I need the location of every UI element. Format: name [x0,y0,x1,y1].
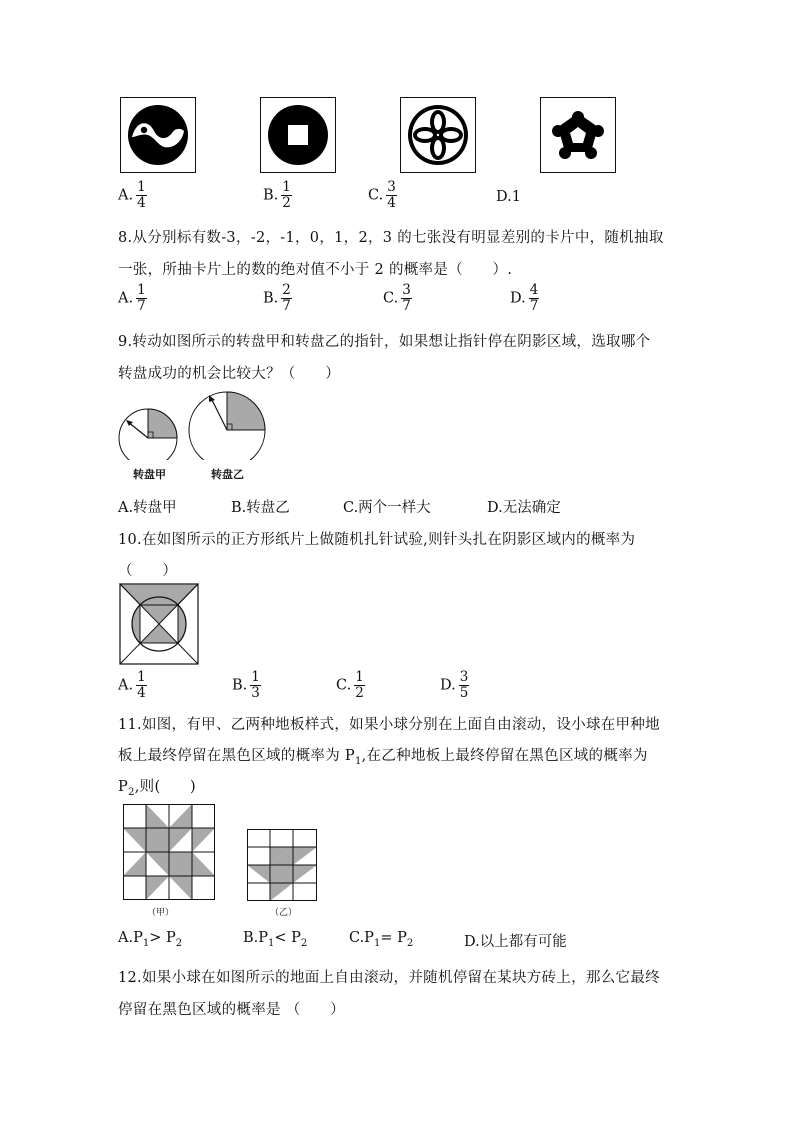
q7-option-c[interactable]: C. $\frac{3}{4}$ [368,179,396,211]
floor-yi-label: （乙） [270,908,298,918]
q10-option-a[interactable]: A. $\frac{1}{4}$ [118,669,146,701]
figure-pentagon-flower [540,97,616,173]
q10-option-c[interactable]: C. $\frac{1}{2}$ [336,669,364,701]
q8-option-b[interactable]: B. $\frac{2}{7}$ [263,282,291,314]
figure-square-paper [119,583,199,665]
q8-option-a[interactable]: A. $\frac{1}{7}$ [118,282,146,314]
figure-floor-jia [123,804,215,900]
q9-option-b[interactable]: B.转盘乙 [231,500,290,516]
q10-option-b[interactable]: B. $\frac{1}{3}$ [232,669,260,701]
spinner-a-label: 转盘甲 [133,468,166,481]
figure-coin-circle [260,97,336,173]
q8-option-d[interactable]: D. $\frac{4}{7}$ [510,282,539,314]
figure-floor-yi [247,829,317,901]
q8-option-c[interactable]: C. $\frac{3}{7}$ [383,282,411,314]
q12-stem-line2: 停留在黑色区域的概率是 （ ） [118,1002,345,1018]
q8-stem-line2: 一张，所抽卡片上的数的绝对值不小于 2 的概率是（ ）. [118,262,513,278]
figure-yinyang-circle [120,97,196,173]
q9-option-c[interactable]: C.两个一样大 [343,500,431,516]
q11-option-c[interactable]: $C.P_1= P_2$ [349,930,414,949]
q10-stem-line2: （ ） [118,563,178,579]
figure-spinners [118,390,278,460]
q9-stem-line1: 9.转动如图所示的转盘甲和转盘乙的指针，如果想让指针停在阴影区域，选取哪个 [118,334,651,350]
q7-option-b[interactable]: B. $\frac{1}{2}$ [263,179,291,211]
floor-jia-label: （甲） [147,908,175,918]
q9-stem-line2: 转盘成功的机会比较大？（ ） [118,366,340,382]
q10-option-d[interactable]: D. $\frac{3}{5}$ [440,669,469,701]
q10-stem-line1: 10.在如图所示的正方形纸片上做随机扎针试验,则针头扎在阴影区域内的概率为 [118,532,636,548]
q12-stem-line1: 12.如果小球在如图所示的地面上自由滚动，并随机停留在某块方砖上，那么它最终 [118,970,660,986]
q7-option-a[interactable]: A. $\frac{1}{4}$ [118,179,146,211]
q11-option-d[interactable]: D.以上都有可能 [464,934,567,950]
q11-stem-line3: $P_2$,则( ) [118,779,196,798]
q11-option-b[interactable]: $B.P_1< P_2$ [243,930,308,949]
q11-option-a[interactable]: $A.P_1> P_2$ [118,930,183,949]
spinner-b-label: 转盘乙 [211,468,244,481]
q11-stem-line1: 11.如图，有甲、乙两种地板样式，如果小球分别在上面自由滚动，设小球在甲种地 [118,717,660,733]
q8-stem-line1: 8.从分别标有数-3，-2，-1，0，1，2，3 的七张没有明显差别的卡片中，随机抽取 [118,230,664,246]
q9-option-a[interactable]: A.转盘甲 [118,500,177,516]
q11-stem-line2: 板上最终停留在黑色区域的概率为 $P_1$,在乙种地板上最终停留在黑色区域的概率为 [118,748,648,767]
q9-option-d[interactable]: D.无法确定 [487,500,561,516]
figure-clover-circle [400,97,476,173]
q7-option-d[interactable]: D.1 [496,189,521,205]
